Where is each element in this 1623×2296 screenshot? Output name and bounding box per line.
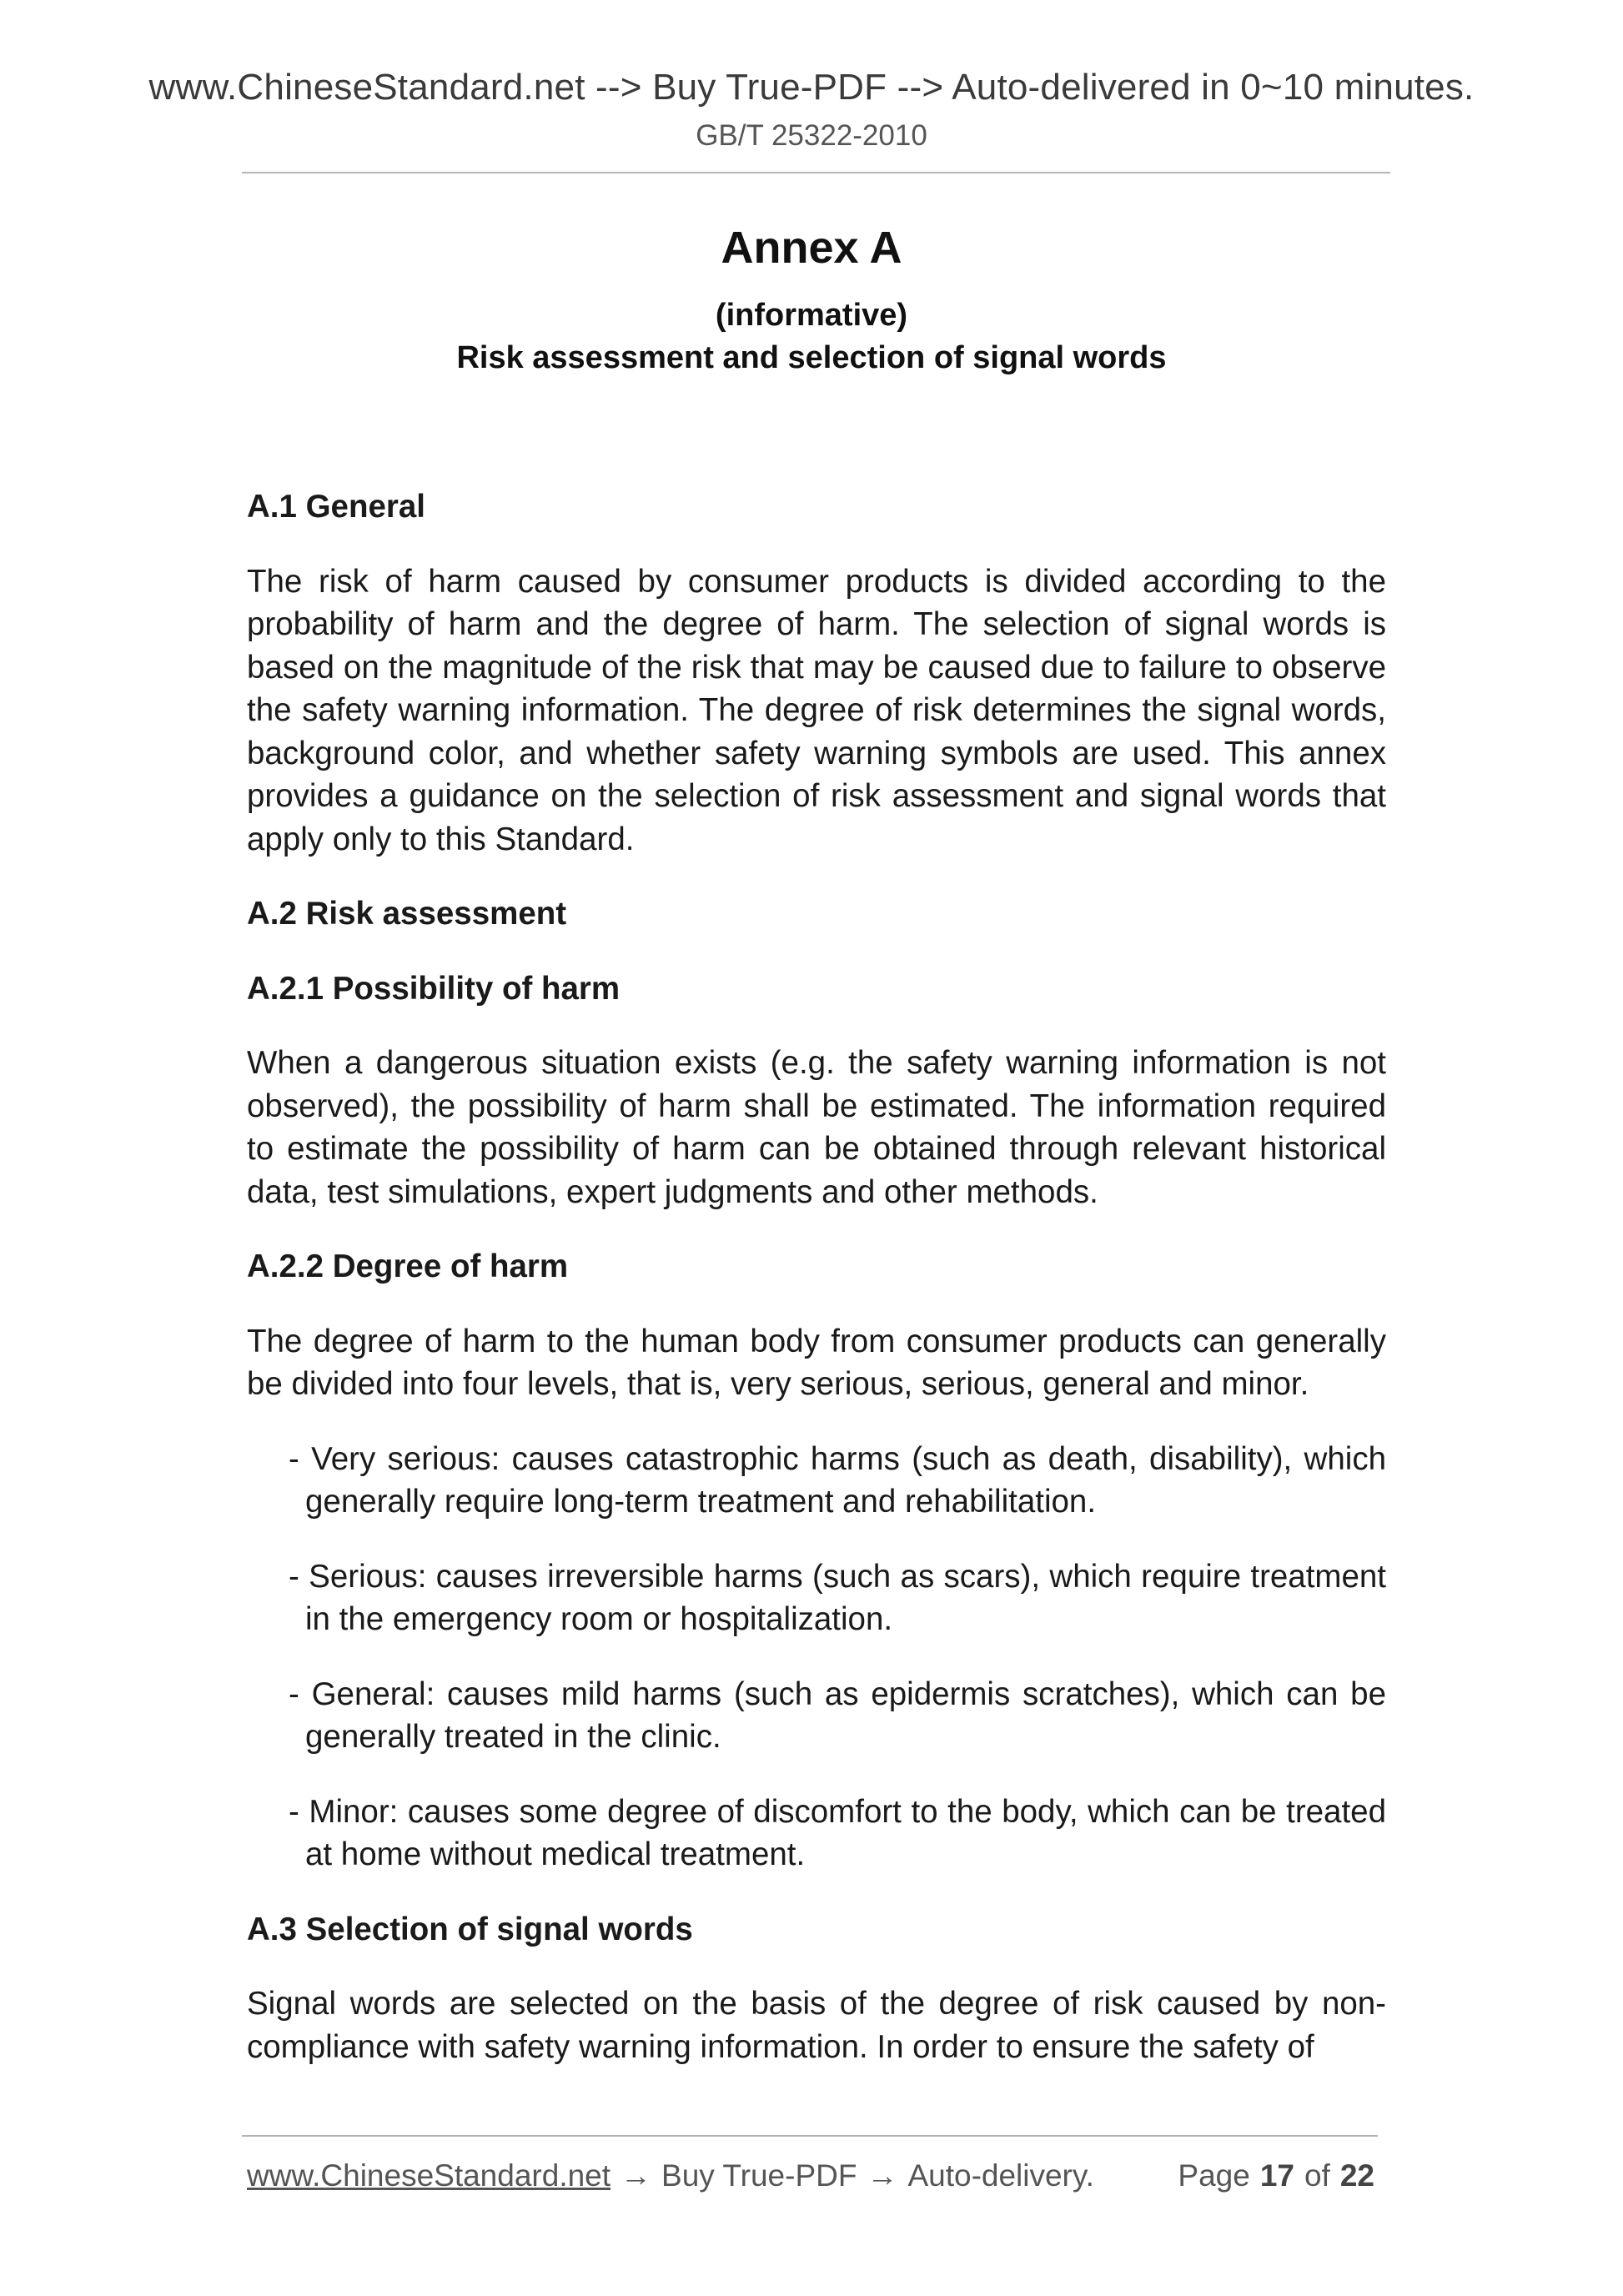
- harm-level-minor: - Minor: causes some degree of discomfort to the body, which can be treated at home without medical treatment.: [289, 1793, 1386, 1872]
- section-heading-a3: A.3 Selection of signal words: [247, 1911, 693, 1947]
- annex-subtitle: Risk assessment and selection of signal words: [456, 340, 1167, 375]
- section-heading-a21: A.2.1 Possibility of harm: [247, 970, 621, 1007]
- page-label: Page: [1178, 2158, 1250, 2193]
- page-current: 17: [1259, 2158, 1294, 2193]
- arrow-icon: →: [867, 2158, 898, 2193]
- harm-level-serious: - Serious: causes irreversible harms (such as scars), which require treatment in the emergency room or hospitalization.: [289, 1558, 1386, 1637]
- footer-divider: [242, 2135, 1378, 2137]
- document-body: [247, 485, 1386, 2068]
- footer-buy-text: Buy True-PDF: [661, 2158, 857, 2193]
- footer-site-link[interactable]: www.ChineseStandard.net: [247, 2158, 611, 2193]
- standard-number: GB/T 25322-2010: [696, 119, 927, 152]
- page-footer: [247, 2158, 1374, 2193]
- harm-level-very-serious: - Very serious: causes catastrophic harms (such as death, disability), which generally require long-term treatment and rehabilitation.: [289, 1440, 1386, 1520]
- section-body-a3: Signal words are selected on the basis of the degree of risk caused by non-compliance with safety warning information. In order to ensure the safety of: [247, 1986, 1386, 2065]
- section-heading-a22: A.2.2 Degree of harm: [247, 1248, 569, 1284]
- header-divider: [242, 172, 1390, 173]
- section-heading-a2: A.2 Risk assessment: [247, 896, 567, 932]
- harm-level-general: - General: causes mild harms (such as epidermis scratches), which can be generally treated in the clinic.: [289, 1676, 1386, 1755]
- annex-type: (informative): [715, 298, 908, 333]
- section-heading-a1: A.1 General: [247, 489, 425, 525]
- site-banner: www.ChineseStandard.net --> Buy True-PDF --> Auto-delivered in 0~10 minutes.: [148, 67, 1475, 108]
- section-body-a1: The risk of harm caused by consumer products is divided according to the probability of harm and the degree of harm. The selection of signal words is based on the magnitude of the risk that may be caused due to failure to observe the safety warning information. The degree of risk determines the signal words, background color, and whether safety warning symbols are used. This annex provides a guidance on the selection of risk assessment and signal words that apply only to this Standard.: [247, 563, 1386, 857]
- page-indicator: [1178, 2158, 1374, 2193]
- page-total: 22: [1339, 2158, 1374, 2193]
- section-body-a22: The degree of harm to the human body from consumer products can generally be divided into four levels, that is, very serious, serious, general and minor.: [247, 1323, 1386, 1402]
- page-of: of: [1304, 2158, 1330, 2193]
- section-body-a21: When a dangerous situation exists (e.g. the safety warning information is not observed), the possibility of harm shall be estimated. The information required to estimate the possibility of harm can be obtained through relevant historical data, test simulations, expert judgments and other methods.: [247, 1045, 1386, 1210]
- footer-delivery-text: Auto-delivery.: [907, 2158, 1094, 2193]
- annex-title: Annex A: [721, 223, 902, 273]
- footer-links: [247, 2158, 1094, 2193]
- arrow-icon: →: [621, 2158, 652, 2193]
